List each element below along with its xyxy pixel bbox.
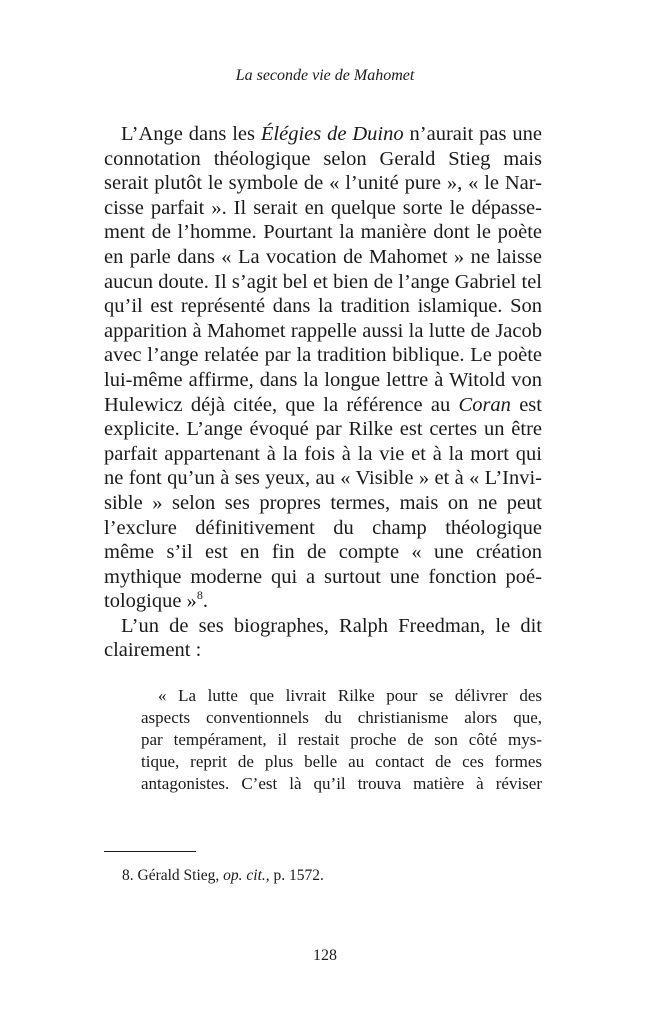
footnote-author: Gérald Stieg, xyxy=(137,867,220,884)
footnote xyxy=(122,866,324,886)
quote-line: antagonistes. C’est là qu’il trouva matière à réviser xyxy=(141,774,542,793)
text-line: qu’il est représenté dans la tradition islamique. Son xyxy=(104,295,542,318)
text-line: ment de l’homme. Pourtant la manière dont le poète xyxy=(104,221,542,244)
quote-line: « La lutte que livrait Rilke pour se délivrer des xyxy=(158,686,542,705)
text-line: lui-même affirme, dans la longue lettre à Witold von xyxy=(104,368,542,391)
text-line: ne font qu’un à ses yeux, au « Visible » et à « L’Invi- xyxy=(104,467,542,490)
text-line: L’Ange dans les Élégies de Duino n’aurait pas une xyxy=(121,123,542,145)
work-title: Coran xyxy=(458,393,511,416)
text-line: cisse parfait ». Il serait en quelque sorte le dépasse- xyxy=(104,196,542,219)
running-head: La seconde vie de Mahomet xyxy=(235,67,415,84)
text-line: l’exclure définitivement du champ théologique xyxy=(104,516,542,539)
footnote-ref-abbrev: op. cit. xyxy=(223,867,266,884)
quote-line: tique, reprit de plus belle au contact de ces formes xyxy=(141,752,542,771)
block-quote xyxy=(141,685,542,795)
paragraph-1 xyxy=(104,122,542,614)
text-line: apparition à Mahomet rappelle aussi la lutte de Jacob xyxy=(104,319,542,342)
text-line: serait plutôt le symbole de « l’unité pure », « le Nar- xyxy=(104,172,542,195)
text-line: L’un de ses biographes, Ralph Freedman, le dit xyxy=(121,614,542,637)
quote-line: aspects conventionnels du christianisme alors que, xyxy=(141,708,542,727)
text-line: clairement : xyxy=(104,639,202,662)
page-number: 128 xyxy=(313,947,337,964)
work-title: Élégies de Duino xyxy=(260,123,404,145)
footnote-number: 8. xyxy=(122,867,134,884)
text-line: mythique moderne qui a surtout une fonction poé- xyxy=(104,565,542,588)
text-line: Hulewicz déjà citée, que la référence au Coran est xyxy=(104,393,542,416)
text-line: explicite. L’ange évoqué par Rilke est certes un être xyxy=(104,418,542,441)
text-line: avec l’ange relatée par la tradition biblique. Le poète xyxy=(104,344,542,367)
paragraph-2 xyxy=(104,614,542,663)
body-text xyxy=(104,122,542,663)
text-line: sible » selon ses propres termes, mais on ne peut xyxy=(104,491,542,514)
footnote-page: , p. 1572. xyxy=(265,867,324,884)
text-line: aucun doute. Il s’agit bel et bien de l’ange Gabriel tel xyxy=(104,270,542,293)
text-line: connotation théologique selon Gerald Stieg mais xyxy=(104,147,542,170)
text-line: tologique »$^8$. xyxy=(104,588,208,613)
text-line: parfait appartenant à la fois à la vie et à la mort qui xyxy=(104,442,542,465)
quote-line: par tempérament, il restait proche de son côté mys- xyxy=(141,730,542,749)
footnote-ref[interactable]: 8 xyxy=(196,588,203,603)
footnote-separator xyxy=(104,851,196,852)
text-line: en parle dans « La vocation de Mahomet » ne laisse xyxy=(104,245,542,268)
text-line: même s’il est en fin de compte « une création xyxy=(104,541,542,564)
